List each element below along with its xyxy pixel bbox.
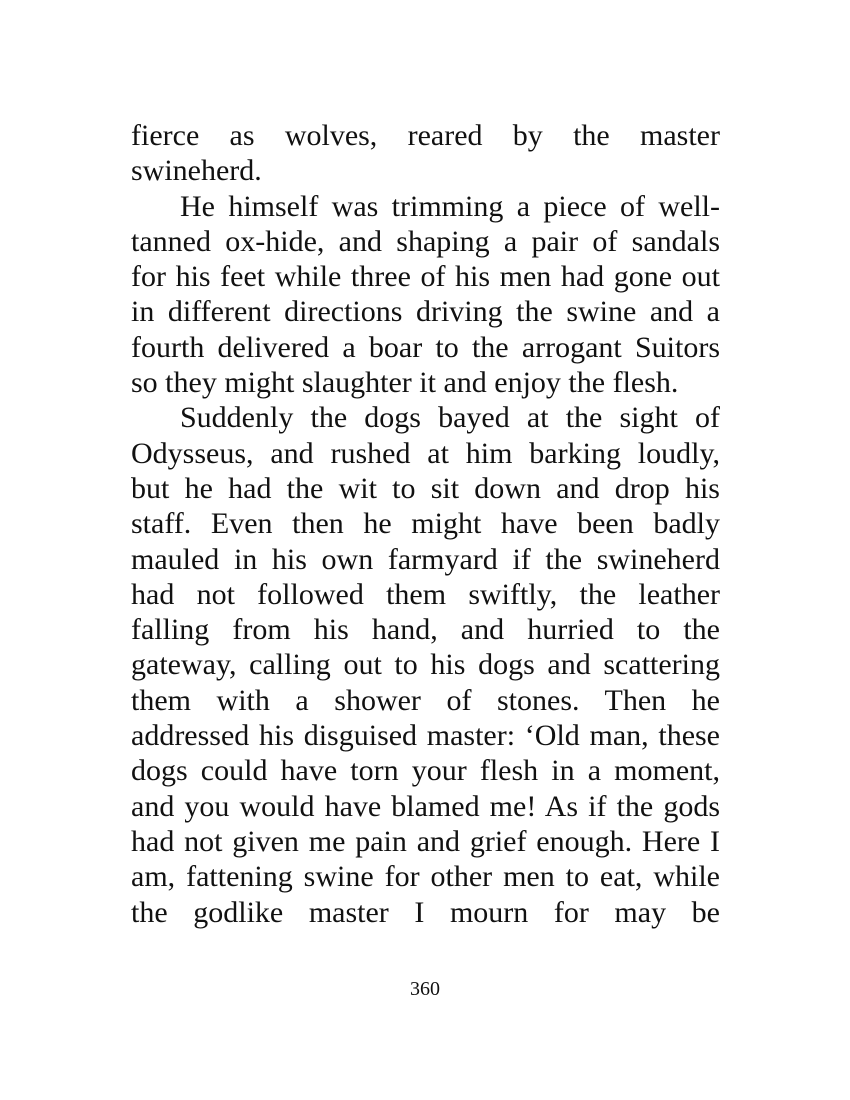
text-line: the godlike master I mourn for may be [131,895,720,929]
text-line: had not given me pain and grief enough. Here I [131,824,720,858]
text-line: fourth delivered a boar to the arrogant Suitors [131,330,720,364]
text-line: Suddenly the dogs bayed at the sight of [180,401,720,435]
text-line: so they might slaughter it and enjoy the flesh. [131,366,679,400]
text-line: dogs could have torn your flesh in a moment, [131,754,720,788]
text-line: fierce as wolves, reared by the master [131,119,720,152]
body-text [131,118,720,930]
text-line: He himself was trimming a piece of well- [180,189,720,223]
text-line: falling from his hand, and hurried to the [131,613,720,647]
text-line: swineherd. [131,154,262,188]
text-line: had not followed them swiftly, the leather [131,577,720,611]
text-line: tanned ox-hide, and shaping a pair of sandals [131,224,720,258]
text-line: mauled in his own farmyard if the swineherd [131,542,720,576]
text-line: addressed his disguised master: ‘Old man, these [131,719,720,753]
text-line: gateway, calling out to his dogs and scattering [131,648,720,682]
text-line: but he had the wit to sit down and drop his [131,471,720,505]
page-number: 360 [410,978,440,1000]
text-line: staff. Even then he might have been badly [131,507,720,541]
text-line: in different directions driving the swine and a [131,295,720,329]
text-line: for his feet while three of his men had gone out [131,260,720,294]
text-line: am, fattening swine for other men to eat, while [131,860,720,894]
text-line: and you would have blamed me! As if the gods [131,789,720,823]
text-line: them with a shower of stones. Then he [131,683,720,717]
text-line: Odysseus, and rushed at him barking loudly, [131,436,720,470]
